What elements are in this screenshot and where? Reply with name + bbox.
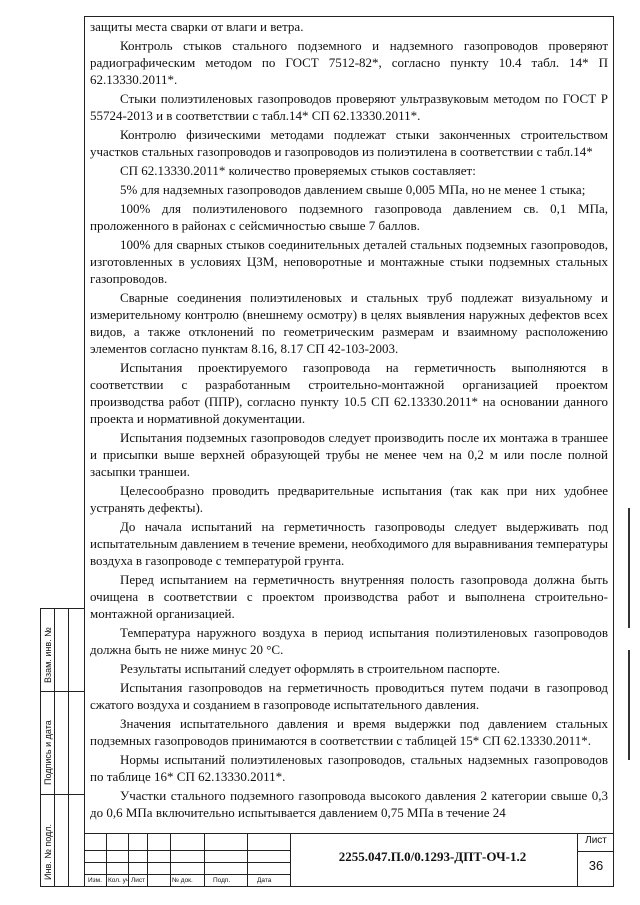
paragraph: 100% для сварных стыков соединительных деталей стальных подземных газопроводов, изготовленных в условиях ЦЗМ, неповоротные и монтажные стыки подземных стальных газопроводов.	[90, 237, 608, 286]
side-label-vzam-inv: Взам. инв. №	[43, 627, 53, 683]
scan-margin-mark	[628, 508, 630, 628]
tb-col-data: Дата	[257, 877, 272, 884]
paragraph: Испытания газопроводов на герметичность проводиться путем подачи в газопровод сжатого воздуха и созданием в газопроводе испытательного давления.	[90, 680, 608, 712]
document-code: 2255.047.П.0/0.1293-ДПТ-ОЧ-1.2	[338, 849, 527, 864]
paragraph: 100% для полиэтиленового подземного газопровода давлением св. 0,1 МПа, проложенного в районах с сейсмичностью свыше 7 баллов.	[90, 201, 608, 233]
sheet-label: Лист	[585, 835, 607, 846]
paragraph: Сварные соединения полиэтиленовых и стальных труб подлежат визуальному и измерительному контролю (внешнему осмотру) в целях выявления наружных дефектов всех видов, а также отклонений по геометрическим размерам и взаимному расположению элементов согласно пунктам 8.16, 8.17 СП 42-103-2003.	[90, 290, 608, 356]
paragraph: Испытания проектируемого газопровода на герметичность выполняются в соответствии с разработанным строительно-монтажной организацией проектом производства работ (ППР), согласно пункту 10.5 СП 62.13330.2011* на основании данного проекта и нормативной документации.	[90, 360, 608, 426]
paragraph: Нормы испытаний полиэтиленовых газопроводов, стальных надземных газопроводов по таблице 16* СП 62.13330.2011*.	[90, 752, 608, 784]
document-body	[90, 18, 608, 823]
tb-col-ndok: № док.	[172, 877, 193, 884]
paragraph: Температура наружного воздуха в период испытания полиэтиленовых газопроводов должна быть не ниже минус 20 °С.	[90, 625, 608, 657]
tb-col-podp: Подп.	[213, 877, 231, 884]
paragraph: Контролю физическими методами подлежат стыки законченных строительством участков стальных газопроводов и газопроводов из полиэтилена в соответствии с табл.14*	[90, 127, 608, 159]
side-label-podpis-data: Подпись и дата	[43, 720, 53, 785]
paragraph: До начала испытаний на герметичность газопроводы следует выдерживать под испытательным давлением в течение времени, необходимого для выравнивания температуры воздуха в газопроводе с температурой грунта.	[90, 519, 608, 568]
paragraph: Значения испытательного давления и время выдержки под давлением стальных подземных газопроводов принимаются в соответствии с таблицей 15* СП 62.13330.2011*.	[90, 716, 608, 748]
paragraph: СП 62.13330.2011* количество проверяемых стыков составляет:	[120, 163, 476, 178]
paragraph: Участки стального подземного газопровода высокого давления 2 категории свыше 0,3 до 0,6 МПа включительно испытывается давлением 0,75 МПа в течение 24	[90, 788, 608, 820]
paragraph: Стыки полиэтиленовых газопроводов проверяют ультразвуковым методом по ГОСТ Р 55724-2013 и в соответствии с табл.14* СП 62.13330.2011*.	[90, 91, 608, 123]
tb-col-izm: Изм.	[88, 877, 102, 884]
paragraph: 5% для надземных газопроводов давлением свыше 0,005 МПа, но не менее 1 стыка;	[120, 182, 586, 197]
paragraph: защиты места сварки от влаги и ветра.	[90, 19, 304, 34]
tb-col-kol-uch: Кол. уч	[108, 877, 130, 884]
side-label-inv-podl: Инв. № подл.	[43, 823, 53, 880]
paragraph: Испытания подземных газопроводов следует производить после их монтажа в траншее и присыпки выше верхней образующей трубы не менее чем на 0,2 м или после полной засыпки траншеи.	[90, 430, 608, 479]
paragraph: Перед испытанием на герметичность внутренняя полость газопровода должна быть очищена в соответствии с проектом производства работ и выполнена строительно-монтажной организацией.	[90, 572, 608, 621]
paragraph: Результаты испытаний следует оформлять в строительном паспорте.	[120, 661, 501, 676]
paragraph: Контроль стыков стального подземного и надземного газопроводов проверяют радиографическим методом по ГОСТ 7512-82*, согласно пункту 10.4 табл. 14* П 62.13330.2011*.	[90, 38, 608, 87]
tb-col-list: Лист	[131, 877, 146, 884]
paragraph: Целесообразно проводить предварительные испытания (так как при них удобнее устранять дефекты).	[90, 483, 608, 515]
sheet-number: 36	[588, 858, 604, 873]
scan-margin-mark	[628, 650, 630, 760]
